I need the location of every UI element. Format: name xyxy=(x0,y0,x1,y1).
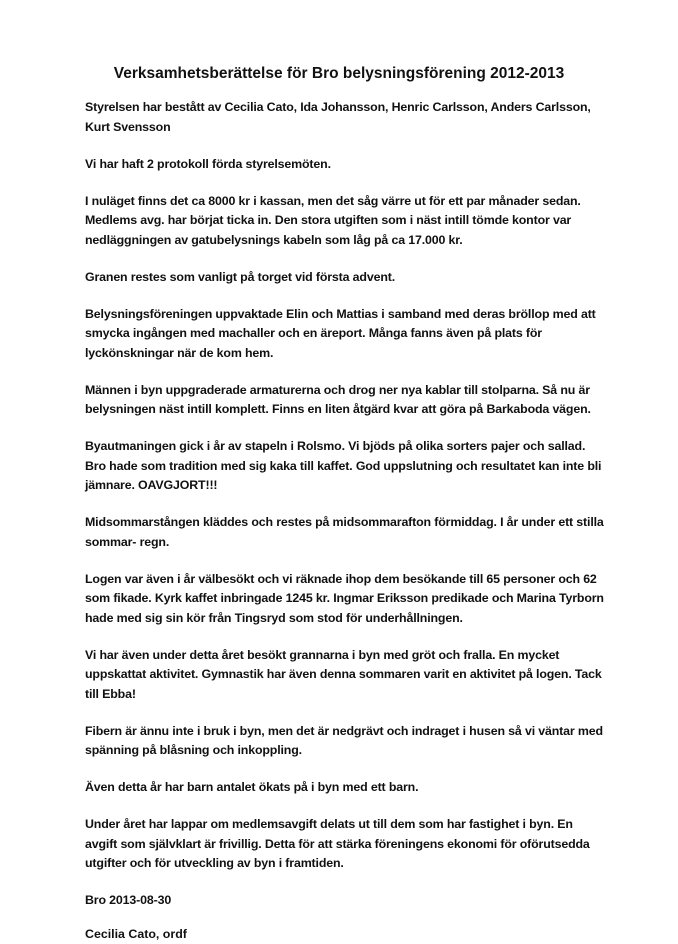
paragraph-membership-fee: Under året har lappar om medlemsavgift delats ut till dem som har fastighet i byn. En avgift som självklart är frivillig. Detta för att stärka föreningens ekonomi för oförutsedda utgifter och för utveckling av byn i framtiden. xyxy=(85,815,605,874)
paragraph-barn-event: Logen var även i år välbesökt och vi räknade ihop dem besökande till 65 personer och 62 som fikade. Kyrk kaffet inbringade 1245 kr. Ingmar Eriksson predikade och Marina Tyrborn hade med sig sin kör från Tingsryd som stod för underhållningen. xyxy=(85,570,605,629)
place-date: Bro 2013-08-30 xyxy=(85,891,605,911)
paragraph-children: Även detta år har barn antalet ökats på i byn med ett barn. xyxy=(85,778,605,798)
paragraph-finances: I nuläget finns det ca 8000 kr i kassan, men det såg värre ut för ett par månader sedan. Medlems avg. har börjat ticka in. Den stora utgiften som i näst intill tömde kontor var nedläggningen av gatubelysnings kabeln som låg på ca 17.000 kr. xyxy=(85,192,605,251)
paragraph-village-challenge: Byautmaningen gick i år av stapeln i Rolsmo. Vi bjöds på olika sorters pajer och sallad. Bro hade som tradition med sig kaka till kaffet. God uppslutning och resultatet kan inte bli jämnare. OAVGJORT!!! xyxy=(85,437,605,496)
signature: Cecilia Cato, ordf xyxy=(85,925,605,944)
paragraph-neighbours: Vi har även under detta året besökt grannarna i byn med gröt och fralla. En mycket uppskattat aktivitet. Gymnastik har även denna sommaren varit en aktivitet på logen. Tack till Ebba! xyxy=(85,646,605,705)
paragraph-fiber: Fibern är ännu inte i bruk i byn, men det är nedgrävt och indraget i husen så vi väntar med spänning på blåsning och inkoppling. xyxy=(85,722,605,761)
paragraph-midsummer: Midsommarstången kläddes och restes på midsommarafton förmiddag. I år under ett stilla sommar- regn. xyxy=(85,513,605,552)
paragraph-wedding: Belysningsföreningen uppvaktade Elin och Mattias i samband med deras bröllop med att smycka ingången med machaller och en äreport. Många fanns även på plats för lyckönskningar när de kom hem. xyxy=(85,305,605,364)
paragraph-lighting-upgrade: Männen i byn uppgraderade armaturerna och drog ner nya kablar till stolparna. Så nu är belysningen näst intill komplett. Finns en liten åtgärd kvar att göra på Barkaboda vägen. xyxy=(85,381,605,420)
paragraph-meetings: Vi har haft 2 protokoll förda styrelsemöten. xyxy=(85,155,605,175)
paragraph-christmas-tree: Granen restes som vanligt på torget vid första advent. xyxy=(85,268,605,288)
document-title: Verksamhetsberättelse för Bro belysningsförening 2012-2013 xyxy=(0,64,678,84)
document-body xyxy=(85,98,605,944)
paragraph-board-members: Styrelsen har bestått av Cecilia Cato, Ida Johansson, Henric Carlsson, Anders Carlsson, Kurt Svensson xyxy=(85,98,605,137)
